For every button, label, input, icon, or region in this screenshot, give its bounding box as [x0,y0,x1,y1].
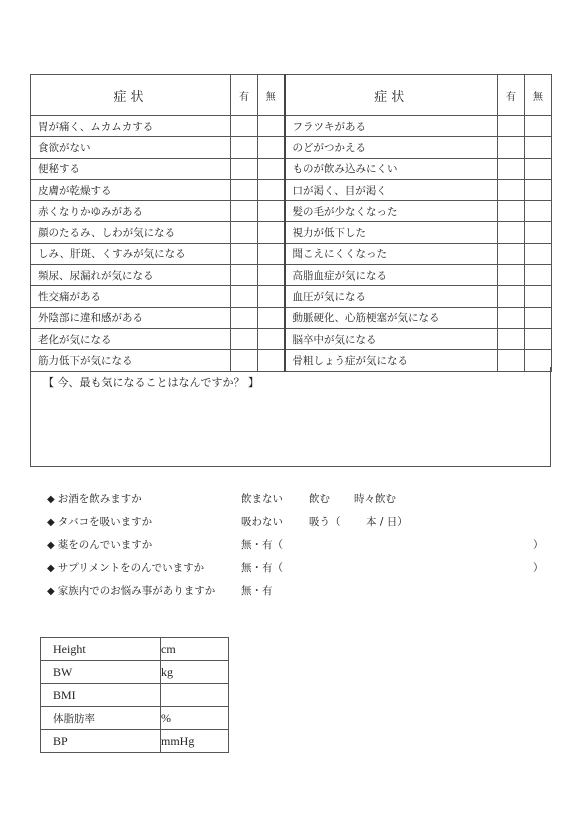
yes-check-left[interactable] [231,307,258,328]
symptom-left: 性交痛がある [31,286,231,307]
yes-check-right[interactable] [498,307,525,328]
symptom-right: 脳卒中が気になる [285,328,498,349]
option-drink[interactable]: 飲む [309,493,330,505]
concern-box[interactable] [30,367,551,467]
yes-check-right[interactable] [498,328,525,349]
symptom-row [31,179,552,200]
no-check-left[interactable] [258,137,285,158]
yes-check-right[interactable] [498,116,525,137]
metric-unit: cm [161,638,229,661]
diamond-icon: ◆ [47,540,55,551]
symptom-right: フラツキがある [285,116,498,137]
symptom-header-right: 症状 [285,75,498,116]
no-check-right[interactable] [525,286,552,307]
question-tobacco: ◆ タバコを吸いますか [47,516,153,528]
no-check-left[interactable] [258,243,285,264]
symptom-table [30,74,552,372]
option-family-worry[interactable]: 無・有 [241,585,273,597]
symptom-row [31,286,552,307]
yes-check-left[interactable] [231,222,258,243]
symptom-row [31,116,552,137]
symptom-right: 口が渇く、目が渇く [285,179,498,200]
diamond-icon: ◆ [47,563,55,574]
symptom-left: 皮膚が乾燥する [31,179,231,200]
option-medication[interactable]: 無・有（ [241,539,283,551]
symptom-row [31,243,552,264]
no-check-right[interactable] [525,116,552,137]
symptom-right: 聞こえにくくなった [285,243,498,264]
metric-label: BMI [41,684,161,707]
no-check-right[interactable] [525,243,552,264]
yes-check-left[interactable] [231,328,258,349]
yes-check-right[interactable] [498,286,525,307]
metric-row[interactable] [41,730,229,753]
option-no-smoke[interactable]: 吸わない [241,516,283,528]
supplement-close-paren: ） [533,562,544,574]
symptom-left: 便秘する [31,158,231,179]
no-check-left[interactable] [258,328,285,349]
metric-unit: % [161,707,229,730]
no-check-right[interactable] [525,179,552,200]
symptom-left: 外陰部に違和感がある [31,307,231,328]
no-check-left[interactable] [258,179,285,200]
metric-label: Height [41,638,161,661]
symptom-row [31,137,552,158]
symptom-right: 骨粗しょう症が気になる [285,350,498,371]
metric-label: BW [41,661,161,684]
diamond-icon: ◆ [47,517,55,528]
question-medication: ◆ 薬をのんでいますか [47,539,153,551]
symptom-right: 髪の毛が少なくなった [285,201,498,222]
body-metrics-table [40,637,229,753]
medication-close-paren: ） [533,539,544,551]
yes-header-left: 有 [231,75,258,116]
question-supplement: ◆ サプリメントをのんでいますか [47,562,205,574]
option-no-drink[interactable]: 飲まない [241,493,283,505]
symptom-row [31,307,552,328]
question-alcohol: ◆ お酒を飲みますか [47,493,142,505]
yes-check-right[interactable] [498,265,525,286]
no-check-left[interactable] [258,158,285,179]
symptom-row [31,265,552,286]
metric-row[interactable] [41,707,229,730]
no-check-right[interactable] [525,222,552,243]
option-supplement[interactable]: 無・有（ [241,562,283,574]
symptom-left: しみ、肝斑、くすみが気になる [31,243,231,264]
symptom-left: 老化が気になる [31,328,231,349]
symptom-header-left: 症状 [31,75,231,116]
yes-check-right[interactable] [498,137,525,158]
no-check-left[interactable] [258,222,285,243]
symptom-left: 赤くなりかゆみがある [31,201,231,222]
symptom-right: 高脂血症が気になる [285,265,498,286]
symptom-row [31,158,552,179]
no-check-right[interactable] [525,307,552,328]
symptom-row [31,201,552,222]
metric-unit [161,684,229,707]
symptom-right: 動脈硬化、心筋梗塞が気になる [285,307,498,328]
symptom-left: 顔のたるみ、しわが気になる [31,222,231,243]
metric-label: BP [41,730,161,753]
yes-check-left[interactable] [231,179,258,200]
yes-check-left[interactable] [231,158,258,179]
no-check-left[interactable] [258,286,285,307]
yes-check-right[interactable] [498,201,525,222]
yes-check-left[interactable] [231,137,258,158]
yes-check-right[interactable] [498,243,525,264]
symptom-left: 筋力低下が気になる [31,350,231,371]
yes-check-right[interactable] [498,222,525,243]
symptom-left: 頻尿、尿漏れが気になる [31,265,231,286]
yes-check-right[interactable] [498,158,525,179]
symptom-left: 胃が痛く、ムカムカする [31,116,231,137]
symptom-header-row [31,75,552,116]
yes-check-right[interactable] [498,179,525,200]
diamond-icon: ◆ [47,586,55,597]
symptom-right: ものが飲み込みにくい [285,158,498,179]
question-family-worry: ◆ 家族内でのお悩み事がありますか [47,585,216,597]
no-check-left[interactable] [258,201,285,222]
no-header-right: 無 [525,75,552,116]
no-check-left[interactable] [258,265,285,286]
metric-label: 体脂肪率 [41,707,161,730]
option-sometimes-drink[interactable]: 時々飲む [354,493,396,505]
symptom-row [31,222,552,243]
no-check-right[interactable] [525,158,552,179]
no-check-right[interactable] [525,137,552,158]
metric-row[interactable] [41,661,229,684]
diamond-icon: ◆ [47,494,55,505]
metric-row[interactable] [41,638,229,661]
yes-check-left[interactable] [231,286,258,307]
symptom-row [31,328,552,349]
symptom-right: のどがつかえる [285,137,498,158]
no-check-right[interactable] [525,201,552,222]
option-smoke[interactable]: 吸う（ [309,516,341,528]
symptom-left: 食欲がない [31,137,231,158]
metric-unit: kg [161,661,229,684]
yes-check-left[interactable] [231,243,258,264]
yes-check-left[interactable] [231,265,258,286]
no-check-left[interactable] [258,307,285,328]
no-check-right[interactable] [525,265,552,286]
yes-check-left[interactable] [231,116,258,137]
no-check-right[interactable] [525,328,552,349]
yes-header-right: 有 [498,75,525,116]
yes-check-left[interactable] [231,201,258,222]
metric-row[interactable] [41,684,229,707]
option-per-day[interactable]: 本 / 日） [366,516,408,528]
symptom-right: 視力が低下した [285,222,498,243]
no-check-left[interactable] [258,116,285,137]
concern-prompt: 【 今、最も気になることはなんですか？ 】 [43,376,259,389]
metric-unit: mmHg [161,730,229,753]
no-header-left: 無 [258,75,285,116]
symptom-right: 血圧が気になる [285,286,498,307]
